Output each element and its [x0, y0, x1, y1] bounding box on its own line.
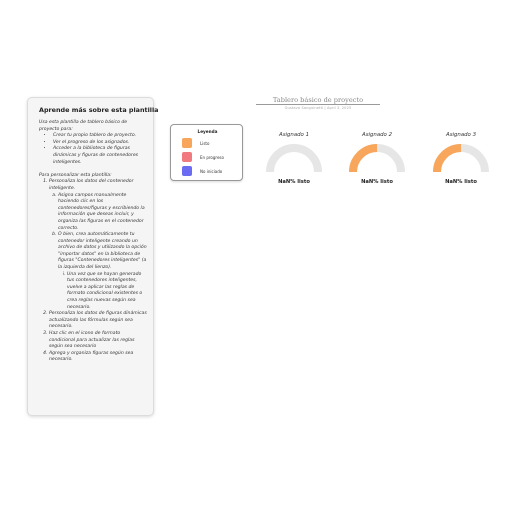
- step-1-text: Personaliza los datos del contenedor inteligente.: [49, 179, 134, 191]
- gauge-asignado-3[interactable]: [431, 128, 491, 192]
- info-bullet: • Crear tu propio tablero de proyecto.: [53, 133, 147, 140]
- legend-item-listo: [182, 138, 209, 148]
- info-intro-line2: proyecto para:: [39, 126, 73, 132]
- step-3: 3. Haz clic en el icono de formato condicional para actualizar las reglas según sea necesario: [49, 331, 147, 351]
- info-bullet-list: [39, 133, 147, 166]
- page-title: Tablero básico de proyecto: [272, 96, 364, 104]
- legend-label: No iniciado: [200, 168, 223, 174]
- gauge-arc: [431, 144, 491, 174]
- substeps-list: [49, 193, 147, 312]
- gauge-label: Asignado 3: [446, 132, 476, 138]
- info-bullet: • Acceder a la biblioteca de figuras dinámicas y figuras de contenedores inteligentes.: [53, 146, 147, 166]
- subsubsteps-list: [58, 272, 147, 312]
- step-1b-i: i. Una vez que se hayan generado tus contenedores inteligentes, vuelve a aplicar las reglas de formato condicional existentes o crea reglas nuevas según sea necesario.: [67, 272, 147, 312]
- legend-swatch: [182, 166, 192, 176]
- step-2: 2. Personaliza los datos de figuras dinámicas actualizando las fórmulas según sea necesario.: [49, 311, 147, 331]
- gauge-value: NaN% listo: [361, 179, 393, 185]
- legend-item-no-iniciado: [182, 166, 222, 176]
- title-underline: [256, 104, 380, 105]
- gauge-label: Asignado 1: [279, 132, 309, 138]
- personalize-heading: Para personalizar esta plantilla:: [39, 172, 112, 178]
- legend-label: En progreso: [200, 154, 224, 160]
- gauge-asignado-2[interactable]: [347, 128, 407, 192]
- legend-box[interactable]: [170, 124, 243, 181]
- step-item: [49, 179, 147, 311]
- gauge-track: [270, 148, 318, 172]
- step-1b: O bien, crea automáticamente tu contenedor inteligente creando un archivo de datos y utilizando la opción "importar datos" en la biblioteca de figuras "Contenedores inteligentes" (a la izquierda del lienzo).: [58, 232, 147, 271]
- step-4: 4. Agrega y organiza figuras según sea necesario.: [49, 351, 147, 364]
- gauge-asignado-1[interactable]: [264, 128, 324, 192]
- info-panel: [27, 97, 159, 416]
- page-subtitle: Gustavo Sanguinetti | April 3, 2025: [284, 106, 352, 110]
- info-panel-title: Aprende más sobre esta plantilla: [39, 106, 159, 114]
- legend-swatch: [182, 138, 192, 148]
- gauge-arc: [347, 144, 407, 174]
- gauge-fill: [353, 148, 377, 172]
- info-bullet: • Ver el progreso de los asignados.: [53, 140, 147, 147]
- gauge-label: Asignado 2: [362, 132, 392, 138]
- gauge-value: NaN% listo: [278, 179, 310, 185]
- gauge-value: NaN% listo: [445, 179, 477, 185]
- step-1b-item: [58, 232, 147, 311]
- legend-item-en-progreso: [182, 152, 224, 162]
- info-intro-line1: Usa esta plantilla de tablero básico de: [39, 120, 128, 125]
- legend-label: Listo: [200, 140, 210, 146]
- gauge-arc: [264, 144, 324, 174]
- step-1a: a. Asigna campos manualmente haciendo clic en los contenedores/figuras y escribiendo la información que deseas incluir, y organiza las figuras en el contenedor correcto.: [58, 193, 147, 233]
- steps-list: [39, 179, 147, 364]
- gauge-fill: [437, 148, 461, 172]
- legend-title: Leyenda: [197, 129, 218, 134]
- legend-swatch: [182, 152, 192, 162]
